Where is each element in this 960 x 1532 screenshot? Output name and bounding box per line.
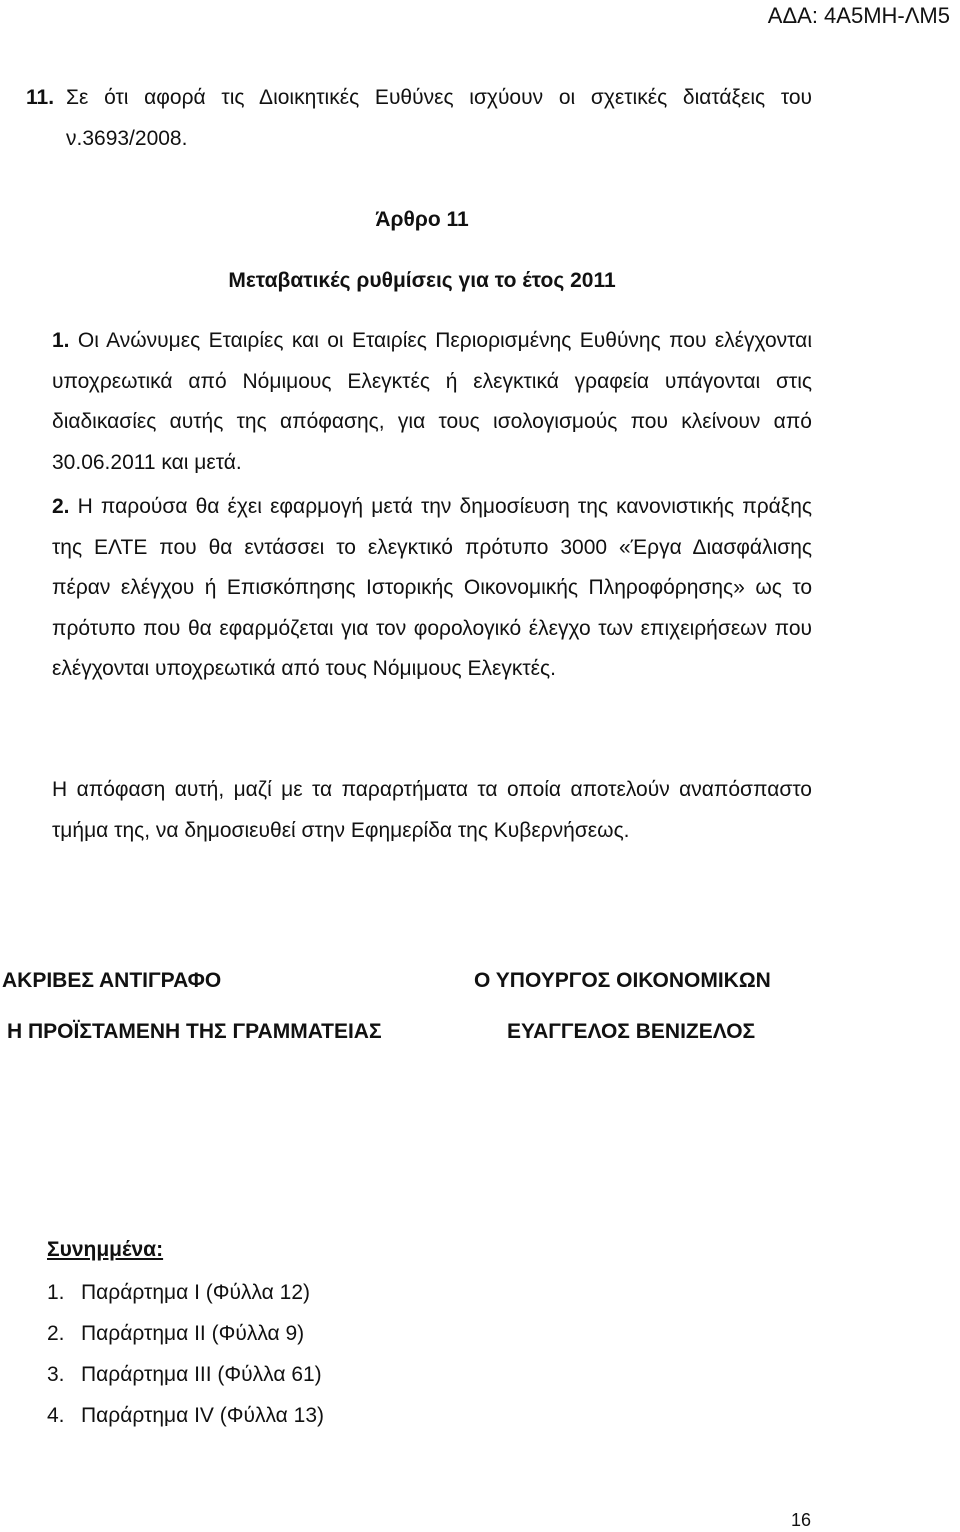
paragraph-1-text: Οι Ανώνυμες Εταιρίες και οι Εταιρίες Περιορισμένης Ευθύνης που ελέγχονται υποχρεωτικά από Νόμιμους Ελεγκτές ή ελεγκτικά γραφεία υπάγονται στις διαδικασίες αυτής της απόφασης, για τους ισολογισμούς που κλείνουν από 30.06.2011 και μετά. [52, 329, 812, 474]
attachment-number: 4. [47, 1404, 65, 1427]
list-item [47, 1354, 324, 1395]
list-item [47, 1313, 324, 1354]
attachments-list [47, 1272, 324, 1436]
item-11-number: 11. [26, 86, 55, 109]
article-subtitle: Μεταβατικές ρυθμίσεις για το έτος 2011 [228, 269, 616, 292]
item-11-text: Σε ότι αφορά τις Διοικητικές Ευθύνες ισχύουν οι σχετικές διατάξεις του ν.3693/2008. [66, 86, 812, 150]
attachments-heading: Συνημμένα: [47, 1238, 164, 1261]
signature-left-line2: Η ΠΡΟΪΣΤΑΜΕΝΗ ΤΗΣ ΓΡΑΜΜΑΤΕΙΑΣ [7, 1020, 382, 1043]
closing-text: Η απόφαση αυτή, μαζί με τα παραρτήματα τα οποία αποτελούν αναπόσπαστο τμήμα της, να δημοσιευθεί στην Εφημερίδα της Κυβερνήσεως. [52, 778, 812, 842]
attachment-label: Παράρτημα ΙΙ (Φύλλα 9) [81, 1322, 305, 1345]
attachment-number: 2. [47, 1322, 65, 1345]
paragraph-2-number: 2. [52, 495, 70, 518]
signature-right-line2: ΕΥΑΓΓΕΛΟΣ ΒΕΝΙΖΕΛΟΣ [507, 1020, 756, 1043]
attachment-label: Παράρτημα IV (Φύλλα 13) [81, 1404, 325, 1427]
attachment-number: 3. [47, 1363, 65, 1386]
signature-left-line1: ΑΚΡΙΒΕΣ ΑΝΤΙΓΡΑΦΟ [2, 969, 222, 992]
paragraph-1 [52, 321, 812, 483]
document-code: ΑΔΑ: 4Α5ΜΗ-ΛΜ5 [767, 3, 950, 28]
list-item [47, 1272, 324, 1313]
paragraph-2-text: Η παρούσα θα έχει εφαρμογή μετά την δημοσίευση της κανονιστικής πράξης της ΕΛΤΕ που θα εντάσσει το ελεγκτικό πρότυπο 3000 «Έργα Διασφάλισης πέραν ελέγχου ή Επισκόπησης Ιστορικής Οικονομικής Πληροφόρησης» ως το πρότυπο που θα εφαρμόζεται για τον φορολογικό έλεγχο των επιχειρήσεων που ελέγχονται υποχρεωτικά από τους Νόμιμους Ελεγκτές. [52, 495, 812, 680]
paragraph-1-number: 1. [52, 329, 70, 352]
item-11 [26, 78, 812, 159]
attachment-label: Παράρτημα Ι (Φύλλα 12) [81, 1281, 311, 1304]
paragraph-2 [52, 487, 812, 690]
article-title: Άρθρο 11 [375, 208, 469, 231]
signature-right-line1: Ο ΥΠΟΥΡΓΟΣ ΟΙΚΟΝΟΜΙΚΩΝ [474, 969, 771, 992]
page-number: 16 [791, 1510, 812, 1530]
list-item [47, 1395, 324, 1436]
attachment-label: Παράρτημα ΙΙΙ (Φύλλα 61) [81, 1363, 322, 1386]
attachment-number: 1. [47, 1281, 65, 1304]
